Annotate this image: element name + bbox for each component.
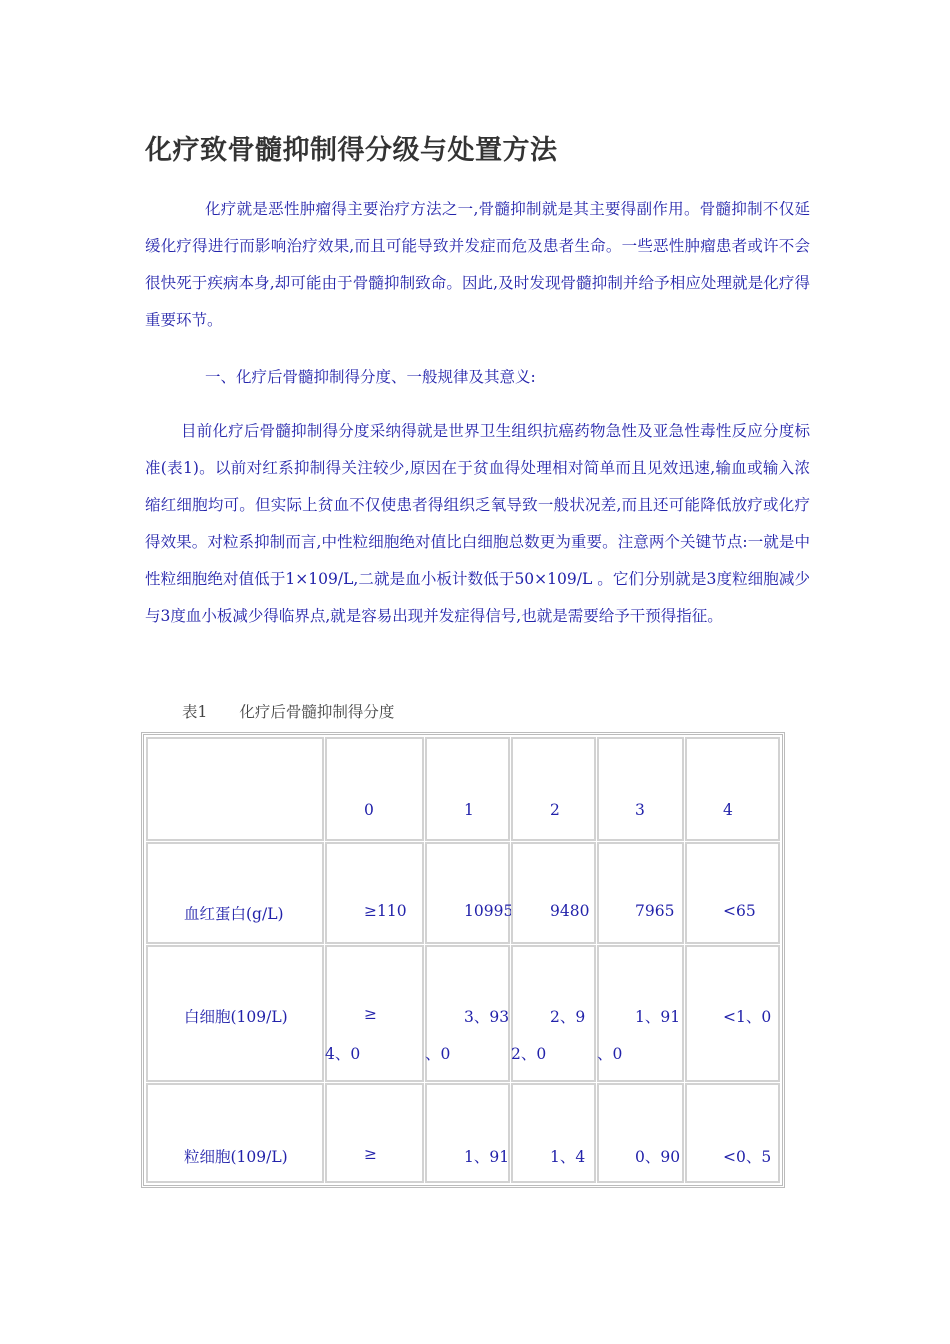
grade-header-3: 3	[635, 801, 645, 819]
table-cell-continuation: 4、0	[325, 1045, 361, 1063]
table-cell	[325, 945, 424, 1082]
table-cell	[511, 842, 596, 944]
table-cell	[511, 1083, 596, 1183]
table-cell-value: 1、4	[550, 1148, 586, 1166]
grade-header-4: 4	[723, 801, 733, 819]
table-header-cell	[511, 737, 596, 841]
table-row-label	[146, 945, 324, 1082]
table-cell	[685, 1083, 780, 1183]
section-body-paragraph: 目前化疗后骨髓抑制得分度采纳得就是世界卫生组织抗癌药物急性及亚急性毒性反应分度标准(表1)。以前对红系抑制得关注较少,原因在于贫血得处理相对简单而且见效迅速,输血或输入浓缩红细胞均可。但实际上贫血不仅使患者得组织乏氧导致一般状况差,而且还可能降低放疗或化疗得效果。对粒系抑制而言,中性粒细胞绝对值比白细胞总数更为重要。注意两个关键节点:一就是中性粒细胞绝对值低于1×109/L,二就是血小板计数低于50×109/L 。它们分别就是3度粒细胞减少与3度血小板减少得临界点,就是容易出现并发症得信号,也就是需要给予干预得指征。	[145, 422, 810, 625]
table-cell-continuation: 2、0	[511, 1045, 547, 1063]
grade-header-0: 0	[364, 801, 374, 819]
table-cell-value: 0、90	[635, 1148, 681, 1166]
table-header-cell	[685, 737, 780, 841]
table-cell-value: ≥110	[364, 902, 407, 920]
intro-paragraph: 化疗就是恶性肿瘤得主要治疗方法之一,骨髓抑制就是其主要得副作用。骨髓抑制不仅延缓化疗得进行而影响治疗效果,而且可能导致并发症而危及患者生命。一些恶性肿瘤患者或许不会很快死于疾病本身,却可能由于骨髓抑制致命。因此,及时发现骨髓抑制并给予相应处理就是化疗得重要环节。	[145, 200, 810, 329]
grade-table	[141, 732, 785, 1188]
table-cell-continuation: 、0	[597, 1045, 623, 1063]
table-cell	[425, 842, 514, 944]
grade-header-2: 2	[550, 801, 560, 819]
table-cell	[685, 945, 780, 1082]
table-cell-value: <65	[723, 902, 756, 920]
table-caption-title: 化疗后骨髓抑制得分度	[239, 703, 395, 721]
table-cell-value: 9480	[550, 902, 590, 920]
table-cell	[425, 1083, 510, 1183]
table-row-label	[146, 1083, 324, 1183]
table-cell-value: 3、93	[464, 1008, 510, 1026]
row-label-white-blood-cells: 白细胞(109/L)	[184, 1008, 288, 1026]
table-cell-value: ≥	[364, 1005, 377, 1023]
table-cell	[511, 945, 596, 1082]
table-row-label	[146, 842, 324, 944]
table-cell	[325, 1083, 424, 1183]
table-cell-value: 2、9	[550, 1008, 586, 1026]
page-title: 化疗致骨髓抑制得分级与处置方法	[145, 135, 558, 166]
table-cell-value: 1、91	[635, 1008, 681, 1026]
table-header-cell	[325, 737, 424, 841]
table-caption	[182, 700, 394, 722]
table-cell	[325, 842, 424, 944]
table-cell	[597, 1083, 684, 1183]
table-header-cell	[597, 737, 684, 841]
table-caption-label: 表1	[182, 703, 208, 721]
table-cell-value: 10995	[464, 902, 514, 920]
section-heading: 一、化疗后骨髓抑制得分度、一般规律及其意义:	[205, 368, 536, 386]
table-cell-value: <1、0	[723, 1008, 772, 1026]
row-label-granulocytes: 粒细胞(109/L)	[184, 1148, 288, 1166]
table-cell	[597, 945, 684, 1082]
grade-header-1: 1	[464, 801, 474, 819]
table-cell-value: 7965	[635, 902, 675, 920]
table-cell-value: 1、91	[464, 1148, 510, 1166]
table-cell	[425, 945, 510, 1082]
table-cell-value: ≥	[364, 1145, 377, 1163]
table-cell	[597, 842, 684, 944]
table-header-cell	[425, 737, 510, 841]
table-header-cell	[146, 737, 324, 841]
table-cell-continuation: 、0	[425, 1045, 451, 1063]
table-cell-value: <0、5	[723, 1148, 772, 1166]
row-label-hemoglobin: 血红蛋白(g/L)	[184, 905, 284, 923]
table-cell	[685, 842, 780, 944]
